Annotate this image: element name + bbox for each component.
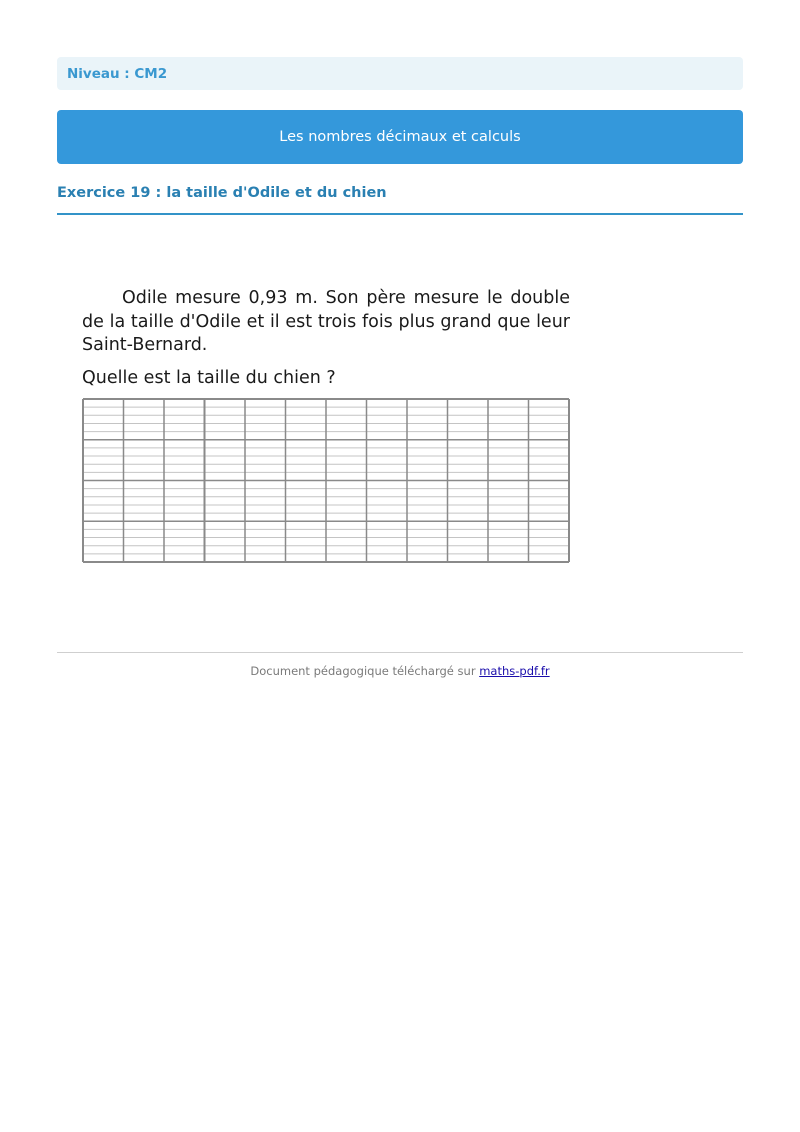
answer-grid[interactable] <box>82 398 570 563</box>
footer-text: Document pédagogique téléchargé sur <box>250 664 480 678</box>
footer-divider <box>57 652 743 653</box>
answer-grid-svg <box>82 398 570 563</box>
title-banner <box>57 110 743 164</box>
footer-link[interactable]: maths-pdf.fr <box>479 664 550 678</box>
level-label: Niveau : CM2 <box>57 57 743 90</box>
question-text: Quelle est la taille du chien ? <box>82 367 336 388</box>
banner-title: Les nombres décimaux et calculs <box>279 129 521 145</box>
exercise-title: Exercice 19 : la taille d'Odile et du chien <box>57 185 743 215</box>
footer <box>0 664 800 678</box>
problem-text: Odile mesure 0,93 m. Son père mesure le double de la taille d'Odile et il est trois fois plus grand que leur Saint-Bernard. <box>82 288 570 355</box>
exercise-content <box>82 287 570 390</box>
